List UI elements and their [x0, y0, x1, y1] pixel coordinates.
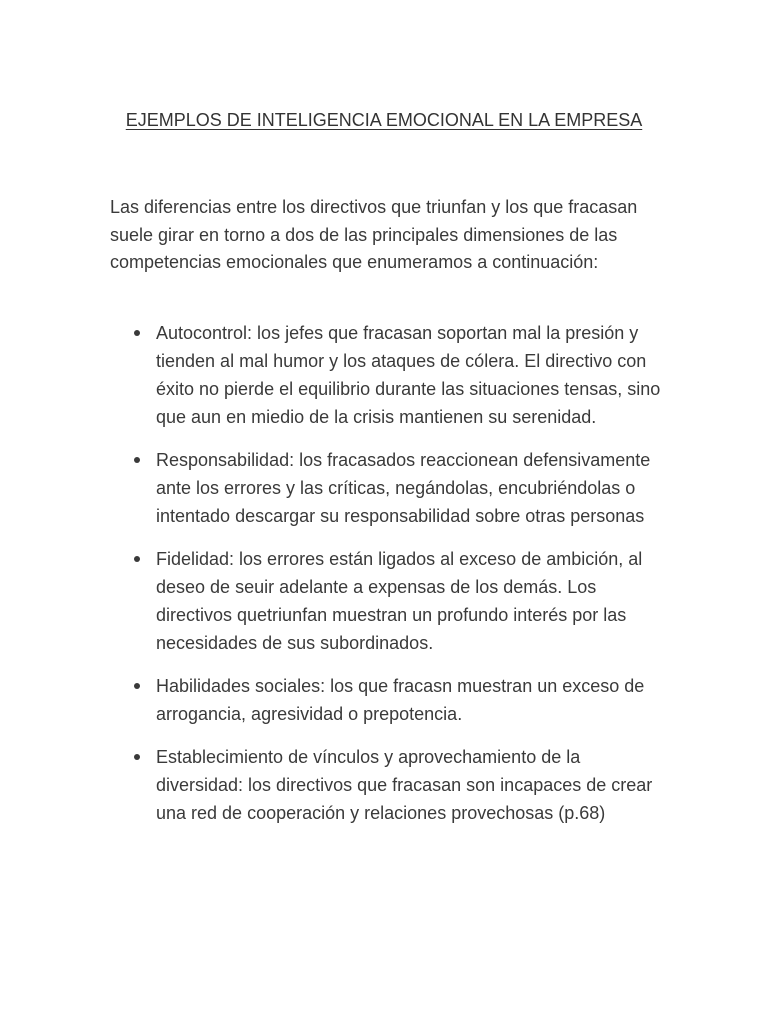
list-item — [110, 672, 670, 728]
intro-paragraph: Las diferencias entre los directivos que triunfan y los que fracasan suele girar en torno a dos de las principales dimensiones de las competencias emocionales que enumeramos a continuación: — [110, 197, 638, 272]
list-item — [110, 545, 670, 657]
bullet-icon — [134, 683, 140, 689]
document-title: EJEMPLOS DE INTELIGENCIA EMOCIONAL EN LA EMPRESA — [125, 110, 643, 130]
bullet-icon — [134, 457, 140, 463]
bullet-icon — [134, 754, 140, 760]
list-item-text: Habilidades sociales: los que fracasn muestran un exceso de arrogancia, agresividad o prepotencia. — [156, 676, 645, 724]
list-item-text: Fidelidad: los errores están ligados al exceso de ambición, al deseo de seuir adelante a expensas de los demás. Los directivos quetriunfan muestran un profundo interés por las necesidades de sus subordinados. — [156, 549, 643, 653]
list-item-text: Establecimiento de vínculos y aprovechamiento de la diversidad: los directivos que fracasan son incapaces de crear una red de cooperación y relaciones provechosas (p.68) — [156, 747, 653, 823]
list-item-text: Responsabilidad: los fracasados reaccionean defensivamente ante los errores y las críticas, negándolas, encubriéndolas o intentado descargar su responsabilidad sobre otras personas — [156, 450, 651, 526]
bullet-icon — [134, 330, 140, 336]
list-item — [110, 743, 670, 827]
bullet-icon — [134, 556, 140, 562]
bullet-list — [110, 319, 670, 842]
list-item — [110, 446, 670, 530]
list-item — [110, 319, 670, 431]
list-item-text: Autocontrol: los jefes que fracasan soportan mal la presión y tienden al mal humor y los ataques de cólera. El directivo con éxito no pierde el equilibrio durante las situaciones tensas, sino que aun en miedio de la crisis mantienen su serenidad. — [156, 323, 661, 427]
